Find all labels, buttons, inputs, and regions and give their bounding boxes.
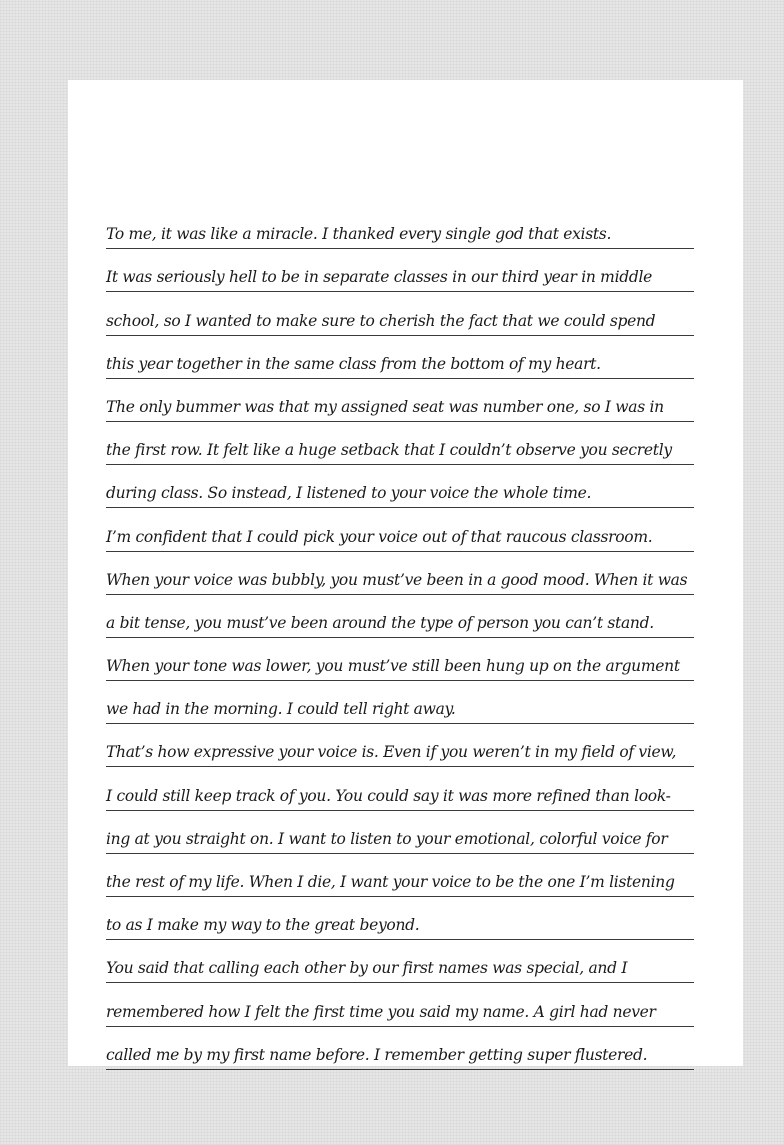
line-text: The only bummer was that my assigned seat was number one, so I was in (106, 397, 664, 416)
line-text: the rest of my life. When I die, I want your voice to be the one I’m listening (106, 873, 675, 891)
ruled-line (106, 1027, 694, 1070)
ruled-line (106, 724, 694, 767)
line-text: You said that calling each other by our first names was special, and I (106, 959, 628, 978)
line-text: we had in the morning. I could tell right away. (106, 700, 456, 719)
ruled-line (106, 681, 694, 724)
letter-lines (106, 206, 694, 1070)
ruled-line (106, 595, 694, 638)
ruled-line (106, 897, 694, 940)
ruled-line (106, 854, 694, 897)
ruled-line (106, 983, 694, 1026)
line-text: remembered how I felt the first time you said my name. A girl had never (106, 1002, 656, 1021)
line-text: this year together in the same class from the bottom of my heart. (106, 354, 601, 373)
ruled-line (106, 940, 694, 983)
ruled-line (106, 465, 694, 508)
page-paper (68, 80, 743, 1066)
ruled-line (106, 552, 694, 595)
ruled-line (106, 336, 694, 379)
line-text: To me, it was like a miracle. I thanked every single god that exists. (106, 225, 612, 244)
ruled-line (106, 249, 694, 292)
ruled-line (106, 508, 694, 551)
line-text: a bit tense, you must’ve been around the type of person you can’t stand. (106, 613, 654, 632)
ruled-line (106, 638, 694, 681)
ruled-line (106, 811, 694, 854)
line-text: school, so I wanted to make sure to cherish the fact that we could spend (106, 311, 656, 330)
ruled-line (106, 422, 694, 465)
line-text: When your voice was bubbly, you must’ve been in a good mood. When it was (106, 570, 688, 589)
ruled-line (106, 206, 694, 249)
line-text: That’s how expressive your voice is. Even if you weren’t in my field of view, (106, 743, 677, 762)
ruled-line (106, 379, 694, 422)
line-text: ing at you straight on. I want to listen to your emotional, colorful voice for (106, 829, 668, 848)
line-text: I’m confident that I could pick your voice out of that raucous classroom. (106, 527, 653, 546)
line-text: called me by my first name before. I remember getting super flustered. (106, 1045, 648, 1064)
line-text: to as I make my way to the great beyond. (106, 916, 420, 935)
ruled-line (106, 292, 694, 335)
ruled-line (106, 767, 694, 810)
line-text: the first row. It felt like a huge setback that I couldn’t observe you secretly (106, 441, 672, 460)
line-text: It was seriously hell to be in separate classes in our third year in middle (106, 268, 653, 287)
line-text: I could still keep track of you. You could say it was more refined than look- (106, 786, 671, 805)
line-text: When your tone was lower, you must’ve still been hung up on the argument (106, 657, 680, 676)
line-text: during class. So instead, I listened to your voice the whole time. (106, 484, 592, 503)
